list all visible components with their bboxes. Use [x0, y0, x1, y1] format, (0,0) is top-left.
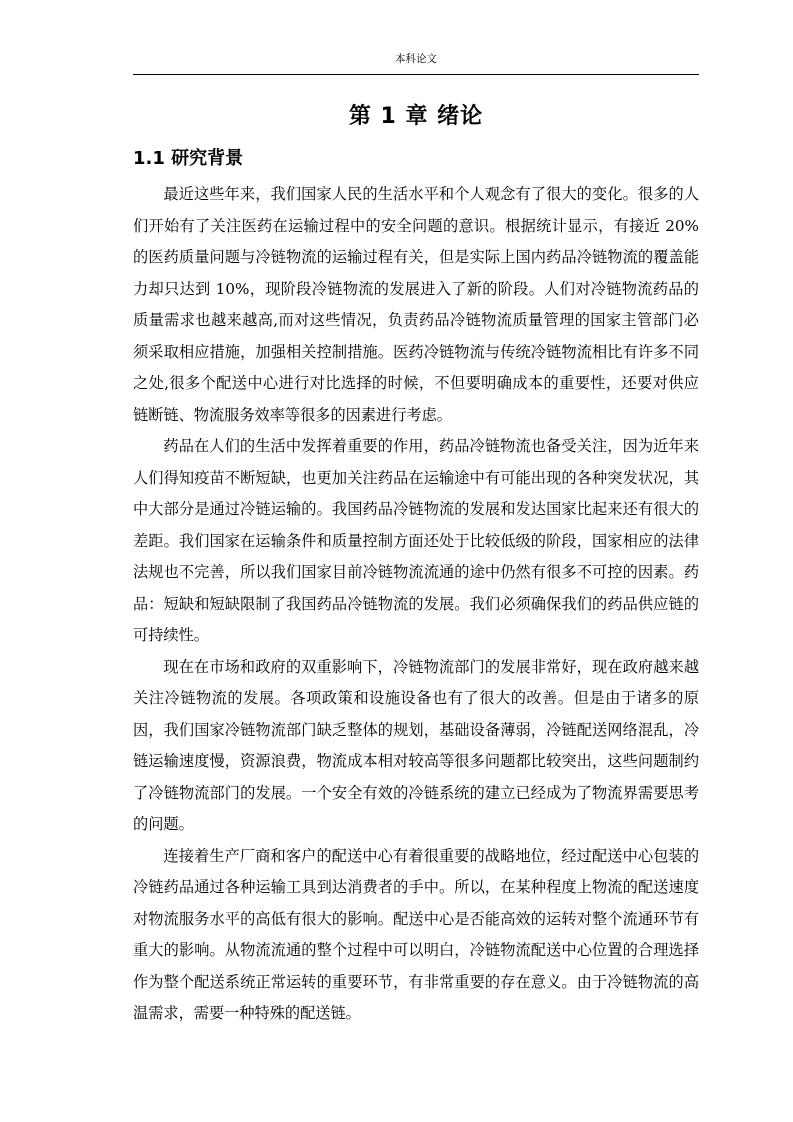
chapter-title: 第 1 章 绪论 — [348, 104, 484, 129]
paragraph: 连接着生产厂商和客户的配送中心有着很重要的战略地位，经过配送中心包装的冷链药品通过各种运输工具到达消费者的手中。所以，在某种程度上物流的配送速度对物流服务水平的高低有很大的影响。配送中心是否能高效的运转对整个流通环节有重大的影响。从物流流通的整个过程中可以明白，冷链物流配送中心位置的合理选择作为整个配送系统正常运转的重要环节，有非常重要的存在意义。由于冷链物流的高温需求，需要一种特殊的配送链。 — [133, 846, 699, 1022]
paragraph: 最近这些年来，我们国家人民的生活水平和个人观念有了很大的变化。很多的人们开始有了关注医药在运输过程中的安全问题的意识。根据统计显示，有接近 20%的医药质量问题与冷链物流的运输过程有关，但是实际上国内药品冷链物流的覆盖能力却只达到 10%，现阶段冷链物流的发展进入了新的阶段。人们对冷链物流药品的质量需求也越来越高,而对这些情况，负责药品冷链物流质量管理的国家主管部门必须采取相应措施，加强相关控制措施。医药冷链物流与传统冷链物流相比有许多不同之处,很多个配送中心进行对比选择的时候，不但要明确成本的重要性，还要对供应链断链、物流服务效率等很多的因素进行考虑。 — [133, 185, 699, 424]
section-heading: 1.1 研究背景 — [133, 148, 244, 169]
paragraph: 药品在人们的生活中发挥着重要的作用，药品冷链物流也备受关注，因为近年来人们得知疫苗不断短缺，也更加关注药品在运输途中有可能出现的各种突发状况，其中大部分是通过冷链运输的。我国药品冷链物流的发展和发达国家比起来还有很大的差距。我们国家在运输条件和质量控制方面还处于比较低级的阶段，国家相应的法律法规也不完善，所以我们国家目前冷链物流流通的途中仍然有很多不可控的因素。药品：短缺和短缺限制了我国药品冷链物流的发展。我们必须确保我们的药品供应链的可持续性。 — [133, 437, 699, 644]
paragraph: 现在在市场和政府的双重影响下，冷链物流部门的发展非常好，现在政府越来越关注冷链物流的发展。各项政策和设施设备也有了很大的改善。但是由于诸多的原因，我们国家冷链物流部门缺乏整体的规划，基础设备薄弱，冷链配送网络混乱，冷链运输速度慢，资源浪费，物流成本相对较高等很多问题都比较突出，这些问题制约了冷链物流部门的发展。一个安全有效的冷链系统的建立已经成为了物流界需要思考的问题。 — [133, 657, 699, 833]
running-header: 本科论文 — [395, 53, 437, 65]
body-text — [133, 179, 699, 1030]
header-rule — [133, 74, 699, 75]
